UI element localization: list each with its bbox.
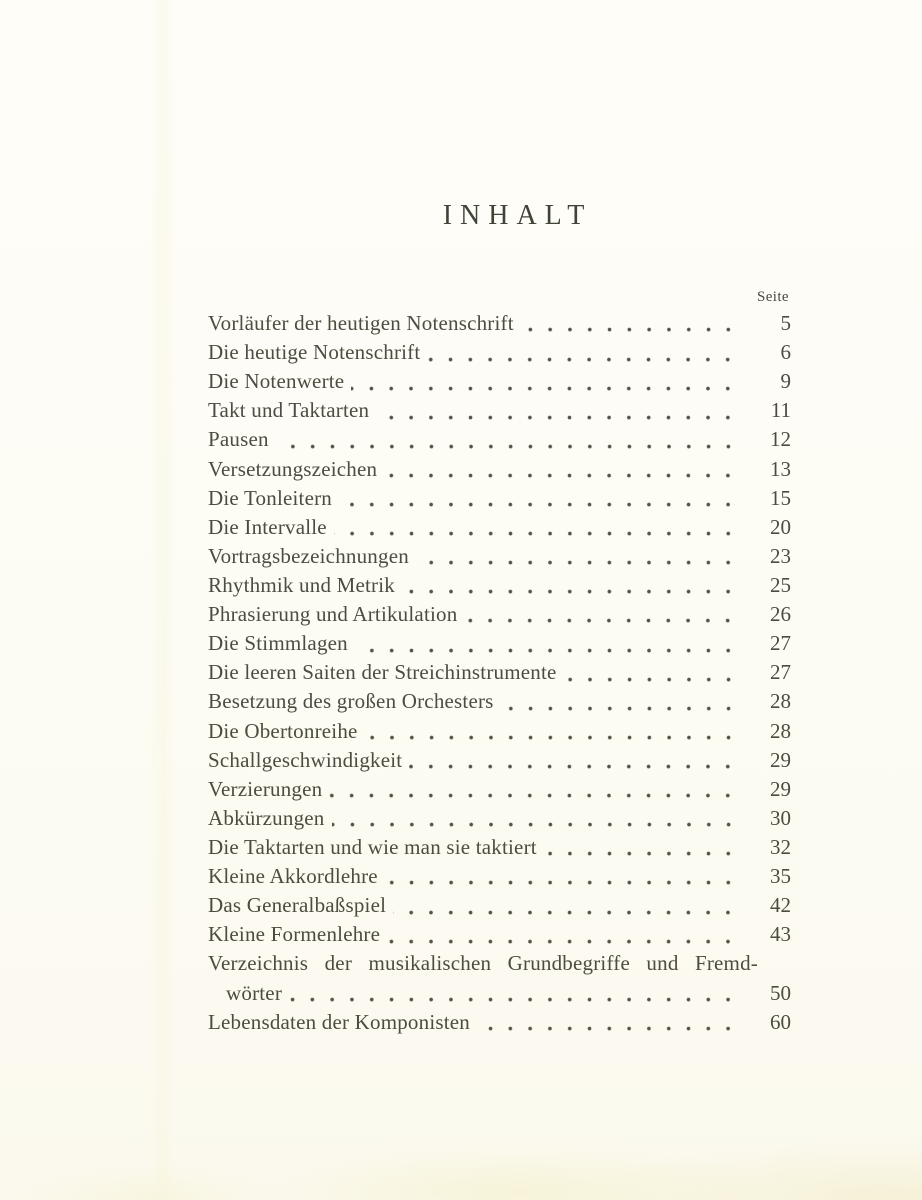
dot-leader [393, 891, 740, 920]
dot-leader [276, 425, 740, 454]
toc-entry-label: Versetzungszeichen [208, 456, 378, 481]
toc-entry-label: Die Taktarten und wie man sie taktiert [208, 834, 537, 859]
toc-entry-label: Besetzung des großen Orchesters [208, 689, 494, 714]
toc-entry-page: 60 [770, 1009, 791, 1034]
dot-leader [334, 513, 740, 542]
toc-entry [208, 338, 791, 367]
toc-entry [208, 600, 791, 629]
toc-entry-page: 12 [770, 427, 791, 452]
toc-entry [208, 484, 791, 513]
toc-entry-page: 43 [770, 922, 791, 947]
toc-entry-label: Kleine Formenlehre [208, 922, 381, 947]
toc-entry-label: Das Generalbaßspiel [208, 893, 387, 918]
toc-entry [208, 717, 791, 746]
dot-leader [365, 717, 740, 746]
page-title: INHALT [442, 200, 593, 231]
toc-entry [208, 571, 791, 600]
toc-entry [208, 920, 791, 949]
toc-entry-page: 28 [770, 718, 791, 743]
toc-entry-label: Die Obertonreihe [208, 718, 358, 743]
toc-entry-label: Vortragsbezeichnungen [208, 543, 409, 568]
toc-entry-label: Abkürzungen [208, 805, 325, 830]
dot-leader [355, 629, 740, 658]
paper-streak [150, 0, 176, 1200]
toc-entry-label: Die Stimmlagen [208, 631, 348, 656]
toc-entry-page: 11 [770, 398, 791, 423]
dot-leader [464, 600, 740, 629]
toc-entry-page: 23 [770, 543, 791, 568]
table-of-contents [208, 286, 791, 1037]
toc-entry-label: Rhythmik und Metrik [208, 572, 395, 597]
toc-entry [208, 891, 791, 920]
toc-entry-label: Die leeren Saiten der Streichinstrumente [208, 660, 557, 685]
toc-entry-label: Die Notenwerte [208, 369, 345, 394]
toc-entry-page: 27 [770, 631, 791, 656]
toc-entry-label: Lebensdaten der Komponisten [208, 1009, 470, 1034]
dot-leader [416, 542, 740, 571]
dot-leader [521, 309, 740, 338]
toc-entry [208, 804, 791, 833]
toc-entry-page: 15 [770, 485, 791, 510]
toc-entry-page: 42 [770, 893, 791, 918]
toc-entry-line1 [208, 949, 791, 978]
dot-leader [339, 484, 740, 513]
dot-leader [409, 746, 740, 775]
dot-leader [351, 367, 740, 396]
toc-entry [208, 833, 791, 862]
dot-leader [387, 920, 740, 949]
toc-entry-page: 20 [770, 514, 791, 539]
toc-entry-page: 13 [770, 456, 791, 481]
toc-entry-page: 27 [770, 660, 791, 685]
dot-leader [501, 687, 740, 716]
dot-leader [329, 775, 740, 804]
toc-entry-page: 32 [770, 834, 791, 859]
toc-entry-page: 29 [770, 776, 791, 801]
toc-entry [208, 542, 791, 571]
toc-entry [208, 513, 791, 542]
toc-entry-label: Phrasierung und Artikulation [208, 602, 458, 627]
dot-leader [289, 979, 740, 1008]
toc-entry-page: 9 [780, 369, 791, 394]
toc-entry [208, 862, 791, 891]
toc-entry [208, 687, 791, 716]
toc-entry [208, 309, 791, 338]
dot-leader [376, 396, 740, 425]
toc-entry-page: 6 [780, 340, 791, 365]
toc-entry-page: 29 [770, 747, 791, 772]
toc-entry [208, 658, 791, 687]
toc-entry [208, 425, 791, 454]
toc-entry-label: Schallgeschwindigkeit [208, 747, 403, 772]
toc-entry [208, 367, 791, 396]
toc-entry-label: Die Intervalle [208, 514, 327, 539]
dot-leader [332, 804, 740, 833]
dot-leader [427, 338, 740, 367]
dot-leader [477, 1008, 740, 1037]
dot-leader [544, 833, 740, 862]
toc-entry-page: 26 [770, 602, 791, 627]
toc-entry-label: Pausen [208, 427, 269, 452]
page-column-header: Seite [757, 289, 789, 305]
toc-entry-label-continued: wörter [226, 980, 283, 1005]
toc-entry-label: Verzeichnis der musikalischen Grundbegriffe und Fremd- [208, 951, 758, 976]
toc-entry-label: Die heutige Notenschrift [208, 340, 421, 365]
toc-entry [208, 396, 791, 425]
toc-entry-page: 25 [770, 572, 791, 597]
toc-entry-page: 50 [770, 980, 791, 1005]
toc-entry-label: Kleine Akkordlehre [208, 864, 378, 889]
toc-entry [208, 1008, 791, 1037]
toc-entry-page: 35 [770, 864, 791, 889]
toc-entry-page: 5 [780, 311, 791, 335]
dot-leader [385, 862, 740, 891]
dot-leader [564, 658, 740, 687]
toc-entry [208, 455, 791, 484]
toc-entry-line2 [208, 979, 791, 1008]
toc-entry-page: 30 [770, 805, 791, 830]
toc-entry-label: Die Tonleitern [208, 485, 332, 510]
toc-entry-page: 28 [770, 689, 791, 714]
toc-rows [208, 309, 791, 1037]
toc-entry-label: Verzierungen [208, 776, 323, 801]
toc-entry-label: Vorläufer der heutigen Notenschrift [208, 311, 514, 335]
dot-leader [402, 571, 740, 600]
toc-entry [208, 775, 791, 804]
toc-entry-label: Takt und Taktarten [208, 398, 370, 423]
toc-entry [208, 746, 791, 775]
dot-leader [384, 455, 740, 484]
toc-entry [208, 629, 791, 658]
